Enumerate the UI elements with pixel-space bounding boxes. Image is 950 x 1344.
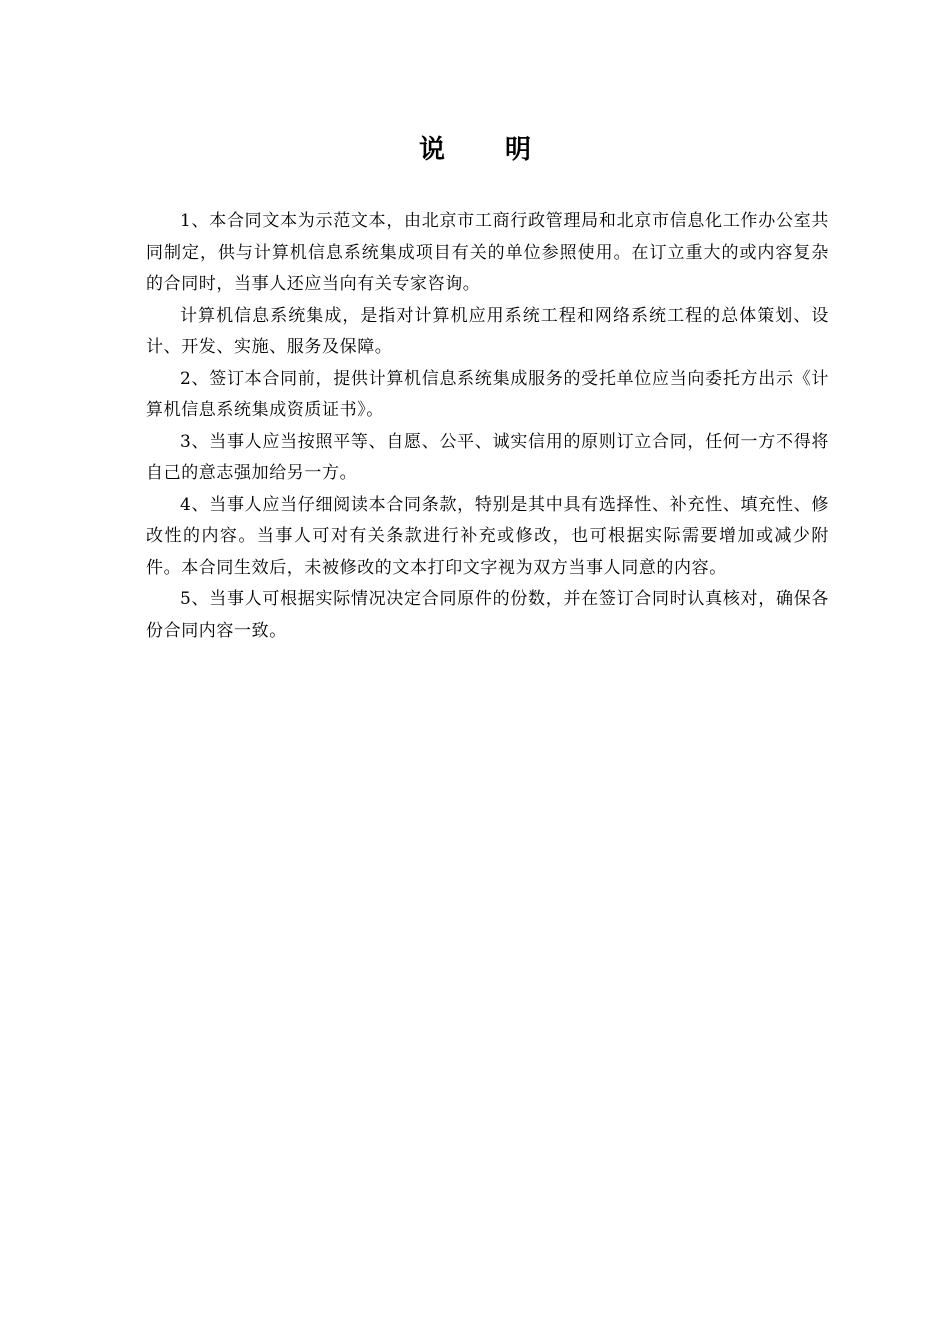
document-body	[146, 206, 829, 647]
paragraph-5: 4、当事人应当仔细阅读本合同条款，特别是其中具有选择性、补充性、填充性、修改性的内容。当事人可对有关条款进行补充或修改，也可根据实际需要增加或减少附件。本合同生效后，未被修改的文本打印文字视为双方当事人同意的内容。	[146, 494, 829, 578]
paragraph-1: 1、本合同文本为示范文本，由北京市工商行政管理局和北京市信息化工作办公室共同制定，供与计算机信息系统集成项目有关的单位参照使用。在订立重大的或内容复杂的合同时，当事人还应当向有关专家咨询。	[146, 211, 829, 294]
paragraph-3: 2、签订本合同前，提供计算机信息系统集成服务的受托单位应当向委托方出示《计算机信息系统集成资质证书》。	[146, 368, 829, 420]
paragraph-2: 计算机信息系统集成，是指对计算机应用系统工程和网络系统工程的总体策划、设计、开发、实施、服务及保障。	[146, 305, 829, 357]
paragraph-6: 5、当事人可根据实际情况决定合同原件的份数，并在签订合同时认真核对，确保各份合同内容一致。	[146, 589, 829, 641]
paragraph-4: 3、当事人应当按照平等、自愿、公平、诚实信用的原则订立合同，任何一方不得将自己的意志强加给另一方。	[146, 431, 829, 483]
page-title: 说明	[418, 135, 591, 165]
